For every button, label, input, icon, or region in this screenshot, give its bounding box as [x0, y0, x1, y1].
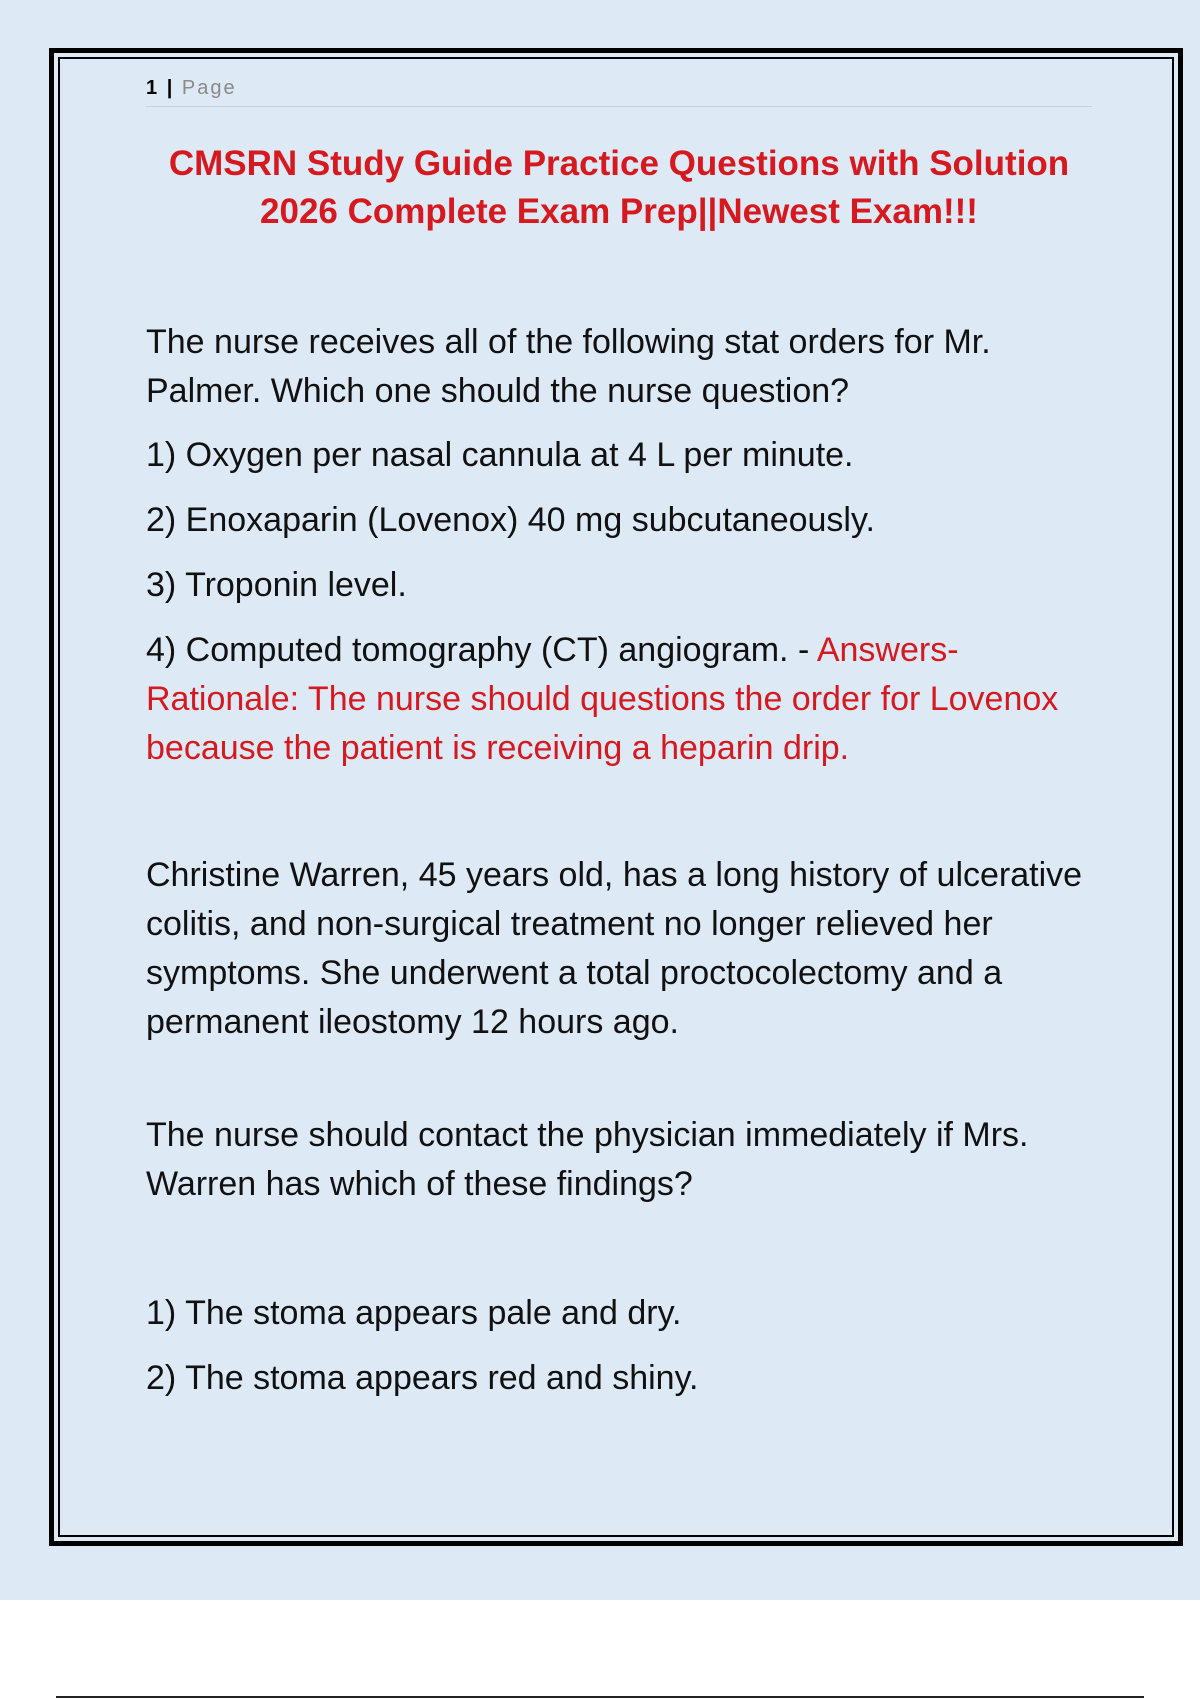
q1-option-1: 1) Oxygen per nasal cannula at 4 L per minute. [146, 436, 854, 474]
bottom-rule [56, 1696, 1144, 1698]
q1-option-4: 4) Computed tomography (CT) angiogram. - [146, 631, 817, 669]
page-number: 1 [146, 77, 160, 99]
q1-answer-rationale: Answers-Rationale: The nurse should questions the order for Lovenox because the patient is receiving a heparin drip. [146, 631, 1059, 767]
page-header [146, 74, 1092, 107]
q1-stem: The nurse receives all of the following stat orders for Mr. Palmer. Which one should the nurse question? [146, 323, 991, 410]
page-label: Page [181, 77, 237, 99]
q1-option-4-with-answer [146, 626, 1096, 773]
q2-stem: The nurse should contact the physician immediately if Mrs. Warren has which of these findings? [146, 1116, 1029, 1203]
document-title [140, 140, 1098, 236]
page-separator: | [166, 77, 175, 99]
title-line-2: 2026 Complete Exam Prep||Newest Exam!!! [260, 192, 978, 231]
q2-option-1: 1) The stoma appears pale and dry. [146, 1294, 682, 1332]
q2-option-2: 2) The stoma appears red and shiny. [146, 1359, 699, 1397]
q1-option-2: 2) Enoxaparin (Lovenox) 40 mg subcutaneously. [146, 501, 875, 539]
q2-scenario: Christine Warren, 45 years old, has a long history of ulcerative colitis, and non-surgical treatment no longer relieved her symptoms. She underwent a total proctocolectomy and a permanent ileostomy 12 hours ago. [146, 856, 1083, 1041]
q1-option-3: 3) Troponin level. [146, 566, 407, 604]
title-line-1: CMSRN Study Guide Practice Questions with Solution [168, 144, 1070, 183]
